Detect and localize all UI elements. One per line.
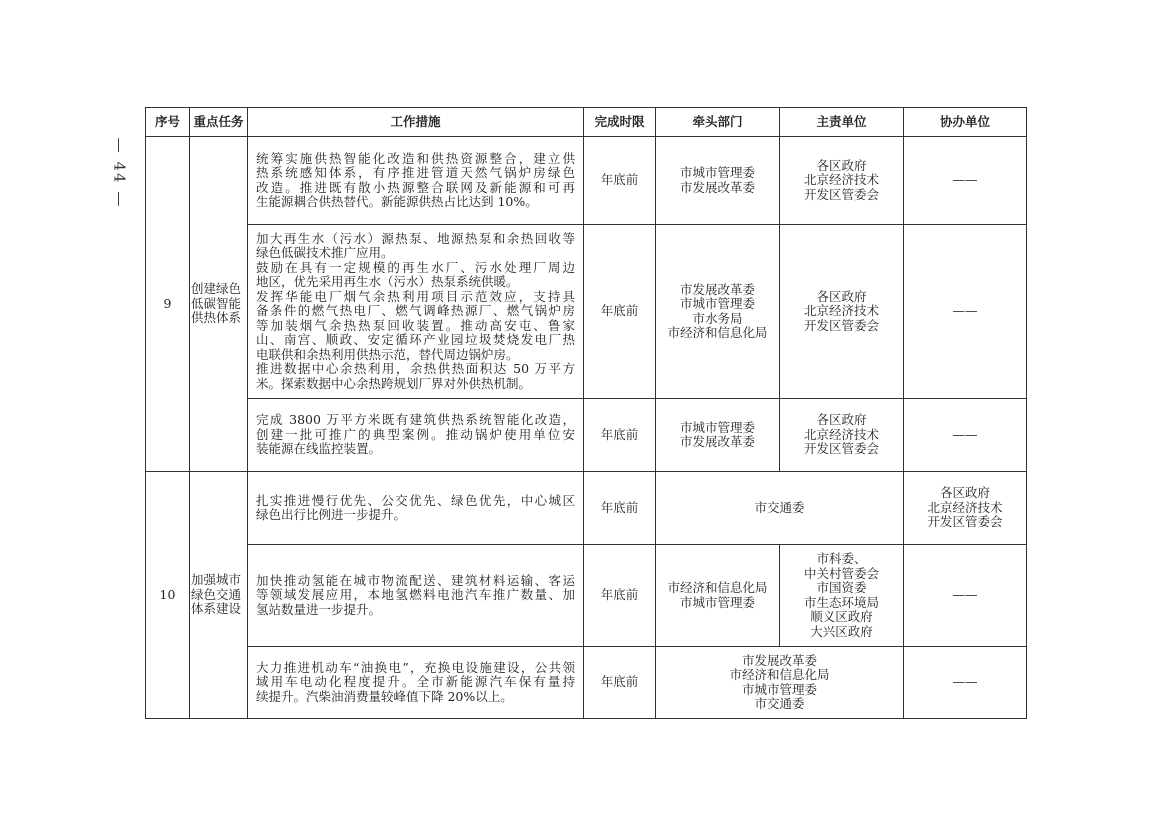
measure-line: 备条件的燃气热电厂、燃气调峰热源厂、燃气锅炉房 (256, 303, 575, 319)
measure-line: 改造。推进既有散小热源整合联网及新能源和可再 (256, 179, 575, 195)
measure-line: 米。探索数据中心余热跨规划厂界对外供热机制。 (256, 375, 532, 391)
cell-lines (780, 290, 903, 334)
measure-line: 热系统感知体系，有序推进管道天然气锅炉房绿色 (256, 165, 575, 180)
header-responsible: 主责单位 (780, 108, 904, 137)
cell-line: 市科委、 (816, 551, 867, 566)
measure-line: 统筹实施供热智能化改造和供热资源整合，建立供 (256, 150, 575, 166)
table-row (146, 647, 1027, 719)
responsible-unit (780, 545, 904, 647)
cell-line: 市经济和信息化局 (667, 325, 768, 340)
measure-line: 等领域发展应用，本地氢燃料电池汽车推广数量、加 (256, 587, 575, 603)
assisting-unit (904, 472, 1027, 545)
measure-line: 扎实推进慢行优先、公交优先、绿色优先，中心城区 (256, 492, 575, 508)
cell-line: —— (952, 674, 978, 690)
cell-line: 各区政府 (816, 288, 867, 304)
table-row (146, 399, 1027, 472)
header-deadline: 完成时限 (584, 108, 656, 137)
measure-line: 大力推进机动车“油换电”，充换电设施建设，公共领 (256, 659, 575, 675)
task-table (145, 107, 1027, 719)
header-row (146, 108, 1027, 137)
header-assist: 协办单位 (904, 108, 1027, 137)
header-measures: 工作措施 (248, 108, 584, 137)
cell-line: 开发区管委会 (803, 186, 879, 202)
cell-line: 北京经济技术 (803, 303, 879, 319)
key-task (190, 137, 248, 472)
cell-line: —— (952, 303, 978, 319)
assisting-unit (904, 647, 1027, 719)
cell-lines (904, 486, 1026, 530)
cell-line: 各区政府 (939, 485, 990, 501)
cell-line: 开发区管委会 (803, 441, 879, 457)
cell-lines (191, 282, 247, 326)
lead-department (656, 647, 904, 719)
measure-line: 等加装烟气余热热泵回收装置。推动高安屯、鲁家 (256, 317, 575, 333)
assisting-unit (904, 225, 1027, 399)
assisting-unit (904, 545, 1027, 647)
responsible-unit (780, 399, 904, 472)
cell-lines (656, 654, 903, 712)
measure-line: 电联供和余热利用供热示范，替代周边锅炉房。 (256, 346, 519, 362)
work-measures (248, 137, 584, 225)
deadline: 年底前 (584, 472, 656, 545)
cell-line: 市经济和信息化局 (729, 667, 830, 682)
cell-line: 市发展改革委 (679, 179, 755, 195)
assisting-unit (904, 137, 1027, 225)
table-row (146, 225, 1027, 399)
cell-line: 开发区管委会 (803, 317, 879, 333)
cell-line: 市交通委 (754, 696, 805, 711)
cell-line: 市城市管理委 (679, 165, 755, 180)
cell-line: 市城市管理委 (679, 419, 755, 435)
cell-line: 市国资委 (816, 580, 867, 595)
cell-lines (780, 159, 903, 203)
cell-line: 市交通委 (754, 499, 805, 515)
measure-line: 地区，优先采用再生水（污水）热泵系统供暖。 (256, 274, 519, 290)
cell-lines (780, 413, 903, 457)
measure-line: 续提升。汽柴油消费量较峰值下降 20%以上。 (256, 688, 513, 704)
measure-line: 完成 3800 万平方米既有建筑供热系统智能化改造， (256, 412, 575, 428)
cell-line: 市城市管理委 (679, 296, 755, 311)
cell-lines (191, 573, 247, 617)
cell-line: —— (952, 587, 978, 603)
cell-line: 绿色交通 (191, 586, 242, 602)
cell-line: 北京经济技术 (803, 426, 879, 442)
deadline: 年底前 (584, 399, 656, 472)
deadline: 年底前 (584, 225, 656, 399)
key-task (190, 472, 248, 719)
lead-department (656, 399, 780, 472)
measure-line: 生能源耦合供热替代。新能源供热占比达到 10%。 (256, 194, 538, 209)
cell-line: 市发展改革委 (679, 281, 755, 297)
cell-line: 市水务局 (692, 310, 743, 326)
cell-lines (656, 283, 779, 341)
deadline: 年底前 (584, 647, 656, 719)
measure-line: 创建一批可推广的典型案例。推动锅炉使用单位安 (256, 426, 575, 442)
cell-line: 顺义区政府 (810, 609, 873, 624)
header-no: 序号 (146, 108, 190, 137)
cell-lines (656, 166, 779, 195)
measure-line: 发挥华能电厂烟气余热利用项目示范效应，支持具 (256, 288, 575, 304)
cell-line: 大兴区政府 (810, 623, 873, 639)
work-measures (248, 545, 584, 647)
cell-line: 创建绿色 (191, 281, 242, 297)
cell-line: 供热体系 (191, 310, 242, 326)
cell-line: 体系建设 (191, 601, 242, 617)
row-number: 9 (146, 137, 190, 472)
measure-line: 加大再生水（污水）源热泵、地源热泵和余热回收等 (256, 230, 575, 246)
cell-line: 市城市管理委 (679, 594, 755, 610)
cell-lines (780, 552, 903, 639)
assisting-unit (904, 399, 1027, 472)
cell-line: 加强城市 (191, 572, 242, 588)
measure-line: 域用车电动化程度提升。全市新能源汽车保有量持 (256, 674, 575, 690)
cell-line: —— (952, 426, 978, 442)
lead-department (656, 545, 780, 647)
cell-line: 开发区管委会 (927, 514, 1003, 530)
work-measures (248, 472, 584, 545)
lead-department (656, 225, 780, 399)
measure-line: 装能源在线监控装置。 (256, 441, 382, 457)
table-row (146, 137, 1027, 225)
responsible-unit (780, 137, 904, 225)
deadline: 年底前 (584, 137, 656, 225)
cell-lines (904, 304, 1026, 319)
cell-lines (904, 675, 1026, 690)
measure-line: 绿色低碳技术推广应用。 (256, 245, 394, 261)
page-number: — 44 — (110, 137, 128, 209)
cell-line: 市生态环境局 (803, 594, 879, 610)
cell-line: 市城市管理委 (741, 681, 817, 697)
cell-lines (904, 428, 1026, 443)
cell-lines (904, 588, 1026, 603)
cell-lines (656, 421, 779, 450)
cell-line: 市发展改革委 (679, 434, 755, 449)
cell-line: 低碳智能 (191, 295, 242, 311)
work-measures (248, 225, 584, 399)
lead-department (656, 472, 904, 545)
header-task: 重点任务 (190, 108, 248, 137)
lead-department (656, 137, 780, 225)
work-measures (248, 647, 584, 719)
cell-line: —— (952, 172, 978, 188)
work-measures (248, 399, 584, 472)
cell-line: 中关村管委会 (803, 565, 879, 581)
measure-line: 鼓励在具有一定规模的再生水厂、污水处理厂周边 (256, 259, 575, 275)
responsible-unit (780, 225, 904, 399)
measure-line: 推进数据中心余热利用，余热供热面积达 50 万平方 (256, 361, 575, 377)
measure-line: 氢站数量进一步提升。 (256, 601, 382, 617)
cell-line: 市经济和信息化局 (667, 580, 768, 595)
measure-line: 山、南宫、顺政、安定循环产业园垃圾焚烧发电厂热 (256, 332, 575, 348)
cell-line: 各区政府 (816, 157, 867, 173)
deadline: 年底前 (584, 545, 656, 647)
measure-line: 绿色出行比例进一步提升。 (256, 507, 407, 522)
cell-line: 北京经济技术 (927, 499, 1003, 515)
row-number: 10 (146, 472, 190, 719)
cell-lines (656, 581, 779, 610)
cell-lines (904, 173, 1026, 188)
cell-lines (656, 501, 903, 516)
table-row (146, 472, 1027, 545)
cell-line: 市发展改革委 (741, 652, 817, 668)
table-row (146, 545, 1027, 647)
cell-line: 各区政府 (816, 412, 867, 428)
measure-line: 加快推动氢能在城市物流配送、建筑材料运输、客运 (256, 572, 575, 588)
cell-line: 北京经济技术 (803, 172, 879, 188)
header-lead: 牵头部门 (656, 108, 780, 137)
